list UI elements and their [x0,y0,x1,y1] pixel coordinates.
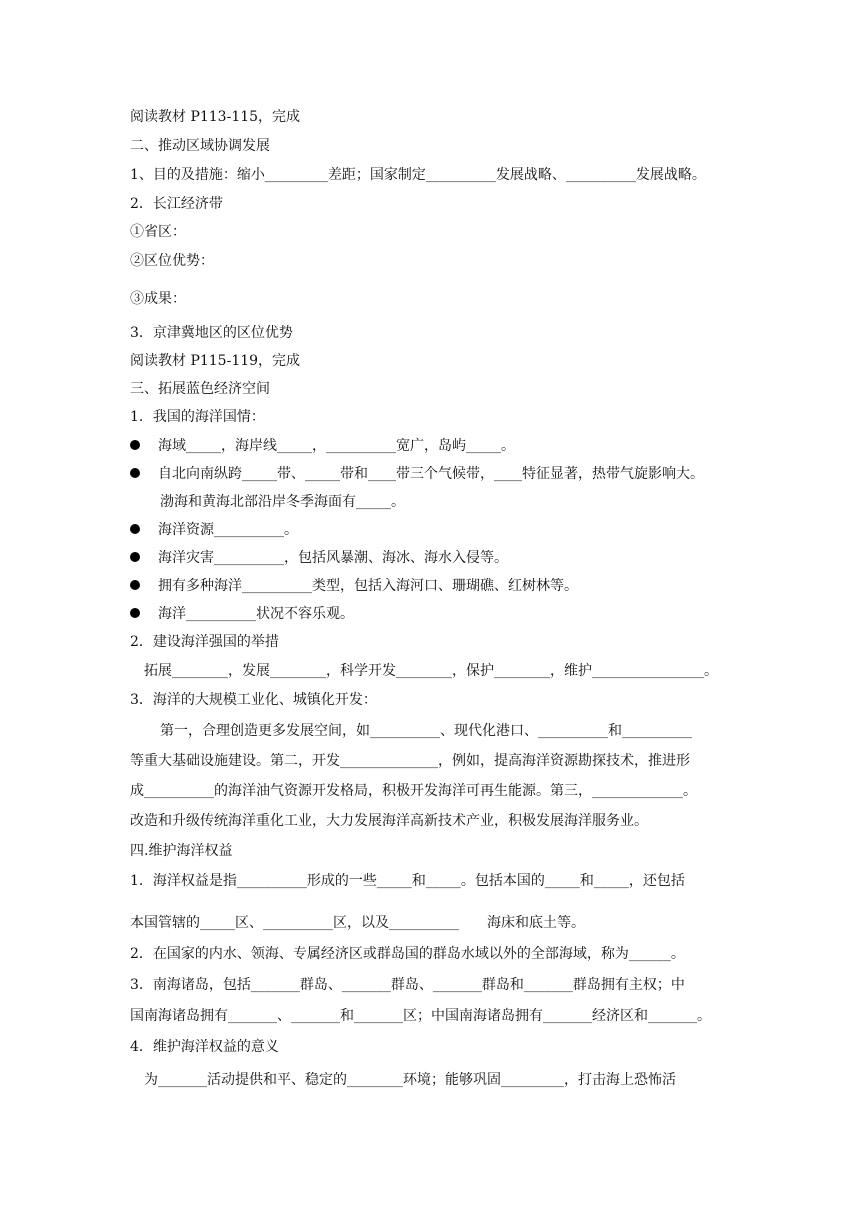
paragraph-line: 等重大基础设施建设。第二，开发______________，例如，提高海洋资源勘探技术，推进形 [130,753,690,769]
bullet-icon [130,608,140,618]
bullet-item: 拥有多种海洋__________类型，包括入海河口、珊瑚礁、红树林等。 [130,577,578,595]
bullet-item: 海洋__________状况不容乐观。 [130,605,354,623]
question-line: 2．长江经济带 [130,196,223,212]
fill-blank-line: 拓展________，发展________，科学开发________，保护________，维护________________。 [144,663,718,679]
bullet-icon [130,524,140,534]
question-line: 3．南海诸岛，包括_______群岛、_______群岛、_______群岛和_______群岛拥有主权；中 [130,977,685,993]
question-line: 国南海诸岛拥有_______、_______和_______区；中国南海诸岛拥有_______经济区和_______。 [130,1008,711,1024]
question-line: 1．我国的海洋国情： [130,409,265,425]
bullet-icon [130,440,140,450]
question-line: 3．海洋的大规模工业化、城镇化开发： [130,692,377,708]
bullet-icon [130,552,140,562]
paragraph-line: 改造和升级传统海洋重化工业，大力发展海洋高新技术产业，积极发展海洋服务业。 [130,813,648,829]
bullet-item: 海域_____，海岸线_____，__________宽广，岛屿_____。 [130,437,515,455]
bullet-item: 海洋灾害__________，包括风暴潮、海冰、海水入侵等。 [130,549,508,567]
section-heading: 四.维护海洋权益 [130,843,233,859]
reading-instruction: 阅读教材 P113-115，完成 [130,109,301,125]
section-heading: 二、推动区域协调发展 [130,138,270,154]
fill-blank-line: 为_______活动提供和平、稳定的________环境；能够巩固_________，打击海上恐怖活 [144,1072,676,1088]
question-line: 4．维护海洋权益的意义 [130,1039,279,1055]
bullet-icon [130,468,140,478]
paragraph-line: 成__________的海洋油气资源开发格局，积极开发海洋可再生能源。第三，_____________。 [130,783,697,799]
question-line: 2．建设海洋强国的举措 [130,634,279,650]
bullet-item: 海洋资源__________。 [130,521,298,539]
section-heading: 三、拓展蓝色经济空间 [130,381,270,397]
bullet-item: 自北向南纵跨_____带、_____带和____带三个气候带，____特征显著，热带气旋影响大。 [130,465,704,483]
question-line: ②区位优势： [130,253,214,269]
question-line: 2．在国家的内水、领海、专属经济区或群岛国的群岛水域以外的全部海域，称为______。 [130,946,685,962]
bullet-icon [130,580,140,590]
question-line: 3．京津冀地区的区位优势 [130,325,293,341]
bullet-continuation: 渤海和黄海北部沿岸冬季海面有_____。 [160,494,405,510]
question-line: ①省区： [130,224,186,240]
paragraph-line: 第一，合理创造更多发展空间，如__________、现代化港口、__________和__________ [160,723,692,739]
reading-instruction: 阅读教材 P115-119，完成 [130,353,301,369]
question-line: 1、目的及措施：缩小_________差距；国家制定__________发展战略、__________发展战略。 [130,167,706,183]
question-line: 1．海洋权益是指__________形成的一些_____和_____。包括本国的_____和_____，还包括 [130,873,685,889]
question-line: ③成果： [130,291,186,307]
question-line: 本国管辖的_____区、__________区，以及__________ 海床和底土等。 [130,915,585,931]
